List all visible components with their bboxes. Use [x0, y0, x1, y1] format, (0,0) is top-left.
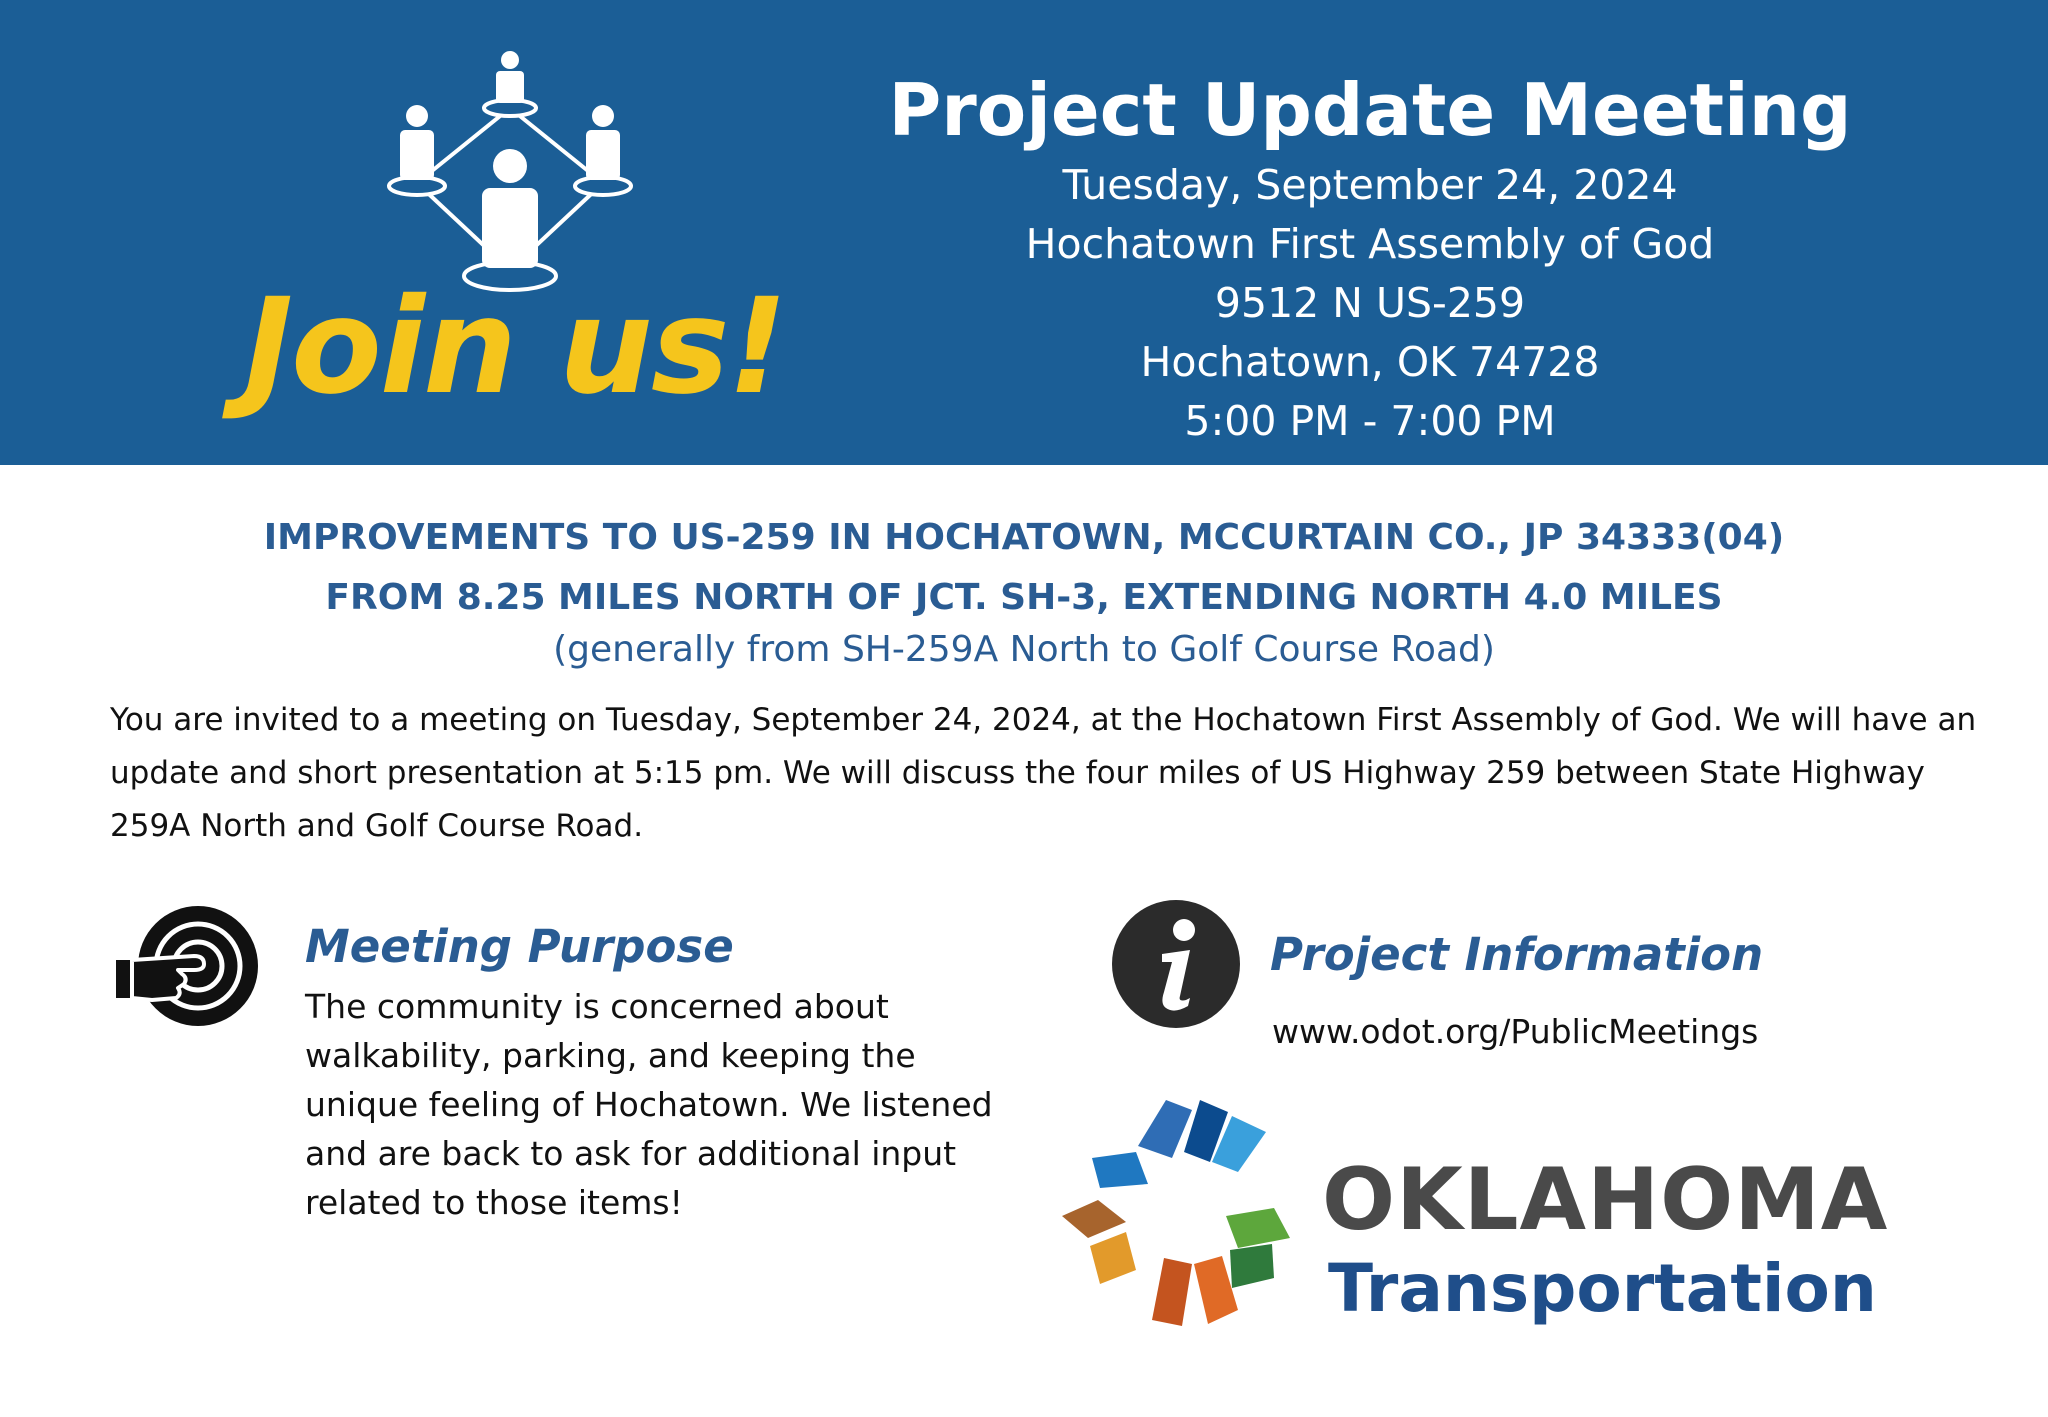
project-heading-line1: IMPROVEMENTS TO US-259 IN HOCHATOWN, MCCURTAIN CO., JP 34333(04): [263, 517, 1785, 558]
meeting-street: 9512 N US-259: [1214, 279, 1526, 327]
header-banner: [0, 0, 2048, 465]
project-heading-line2: FROM 8.25 MILES NORTH OF JCT. SH-3, EXTENDING NORTH 4.0 MILES: [325, 577, 1723, 618]
meeting-time: 5:00 PM - 7:00 PM: [1184, 397, 1556, 445]
join-us-heading: Join us!: [244, 270, 786, 424]
logo-wordmark-transportation: Transportation: [1328, 1250, 1877, 1327]
meeting-date: Tuesday, September 24, 2024: [1062, 161, 1678, 209]
project-information-url[interactable]: www.odot.org/PublicMeetings: [1272, 1012, 1759, 1051]
meeting-purpose-title: Meeting Purpose: [305, 920, 734, 973]
logo-wordmark-oklahoma: OKLAHOMA: [1322, 1150, 1889, 1250]
project-heading: [0, 508, 2048, 628]
project-information-title: Project Information: [1270, 928, 1764, 981]
info-icon: [1110, 898, 1242, 1030]
meeting-venue: Hochatown First Assembly of God: [1025, 220, 1715, 268]
meeting-details: [760, 156, 1980, 451]
invitation-paragraph: You are invited to a meeting on Tuesday, September 24, 2024, at the Hochatown First Assembly of God. We will have an update and short presentation at 5:15 pm. We will discuss the four miles of US Highway 259 between State Highway 259A North and Golf Course Road.: [110, 702, 1977, 844]
meeting-city: Hochatown, OK 74728: [1140, 338, 1600, 386]
people-network-icon: [360, 48, 660, 298]
meeting-purpose-body: The community is concerned about walkability, parking, and keeping the unique feeling of Hochatown. We listened and are back to ask for additional input related to those items!: [305, 987, 993, 1222]
project-subheading: (generally from SH-259A North to Golf Course Road): [553, 629, 1495, 670]
meeting-title: Project Update Meeting: [888, 68, 1852, 152]
pointing-hand-icon: [112, 904, 262, 1034]
oklahoma-star-logo: [1060, 1098, 1300, 1334]
